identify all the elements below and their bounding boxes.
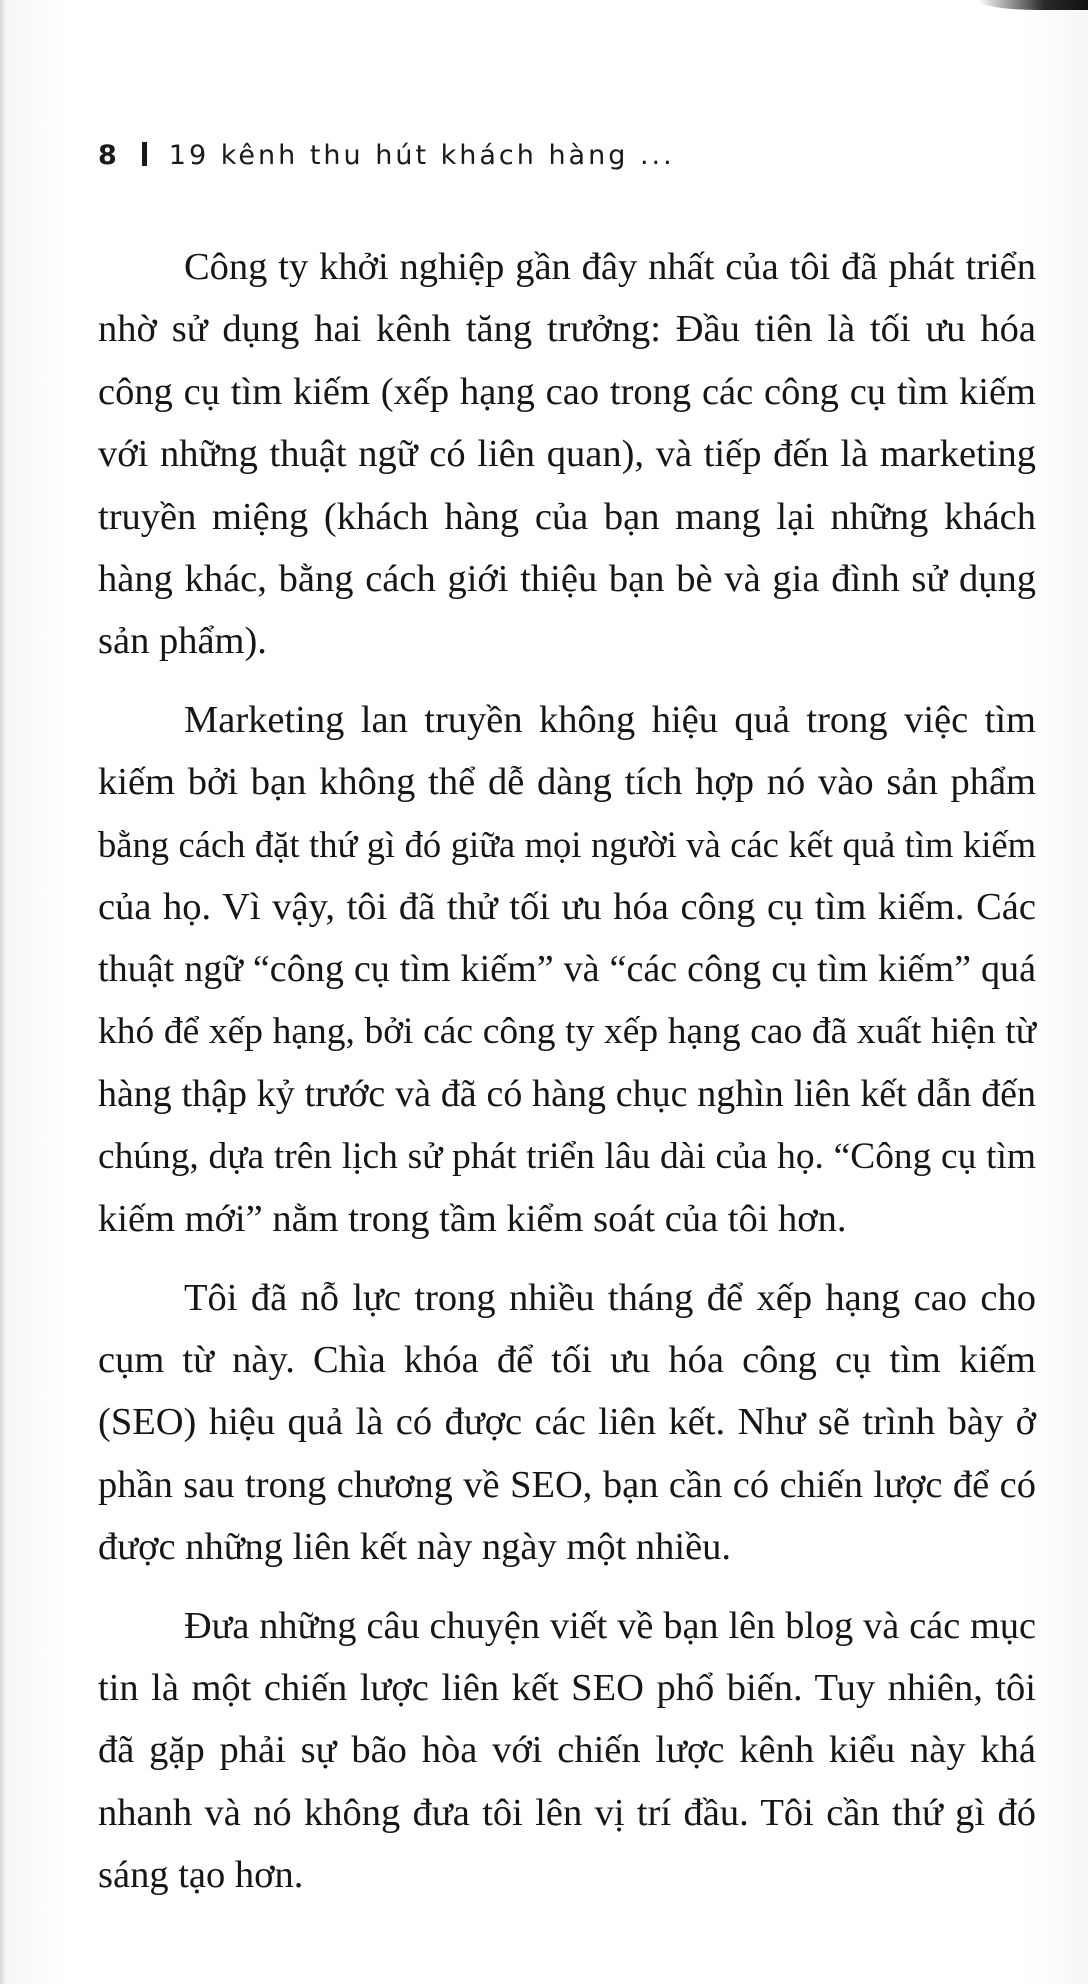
paragraph-2 <box>98 689 1036 1251</box>
text-line: của họ. Vì vậy, tôi đã thử tối ưu hóa công cụ tìm kiếm. Các <box>98 886 1036 929</box>
text-line: sáng tạo hơn. <box>98 1854 304 1897</box>
paragraph-4 <box>98 1595 1036 1907</box>
text-line: sản phẩm). <box>98 620 267 663</box>
text-line: kiếm mới” nằm trong tầm kiểm soát của tôi hơn. <box>98 1198 847 1241</box>
paragraph-1 <box>98 236 1036 673</box>
text-line: chúng, dựa trên lịch sử phát triển lâu dài của họ. “Công cụ tìm <box>98 1135 1036 1177</box>
text-line: tin là một chiến lược liên kết SEO phổ biến. Tuy nhiên, tôi <box>98 1666 1036 1709</box>
text-line: hàng thập kỷ trước và đã có hàng chục nghìn liên kết dẫn đến <box>98 1073 1036 1116</box>
text-line: hàng khác, bằng cách giới thiệu bạn bè và gia đình sử dụng <box>98 558 1036 601</box>
book-title: 19 kênh thu hút khách hàng ... <box>168 140 675 171</box>
text-line: truyền miệng (khách hàng của bạn mang lại những khách <box>98 495 1036 538</box>
text-line: (SEO) hiệu quả là có được các liên kết. Như sẽ trình bày ở <box>98 1401 1036 1444</box>
text-line: nhờ sử dụng hai kênh tăng trưởng: Đầu tiên là tối ưu hóa <box>98 308 1036 351</box>
text-line: thuật ngữ “công cụ tìm kiếm” và “các công cụ tìm kiếm” quá <box>98 948 1036 991</box>
text-line: Tôi đã nỗ lực trong nhiều tháng để xếp hạng cao cho <box>184 1276 1036 1319</box>
text-line: Đưa những câu chuyện viết về bạn lên blog và các mục <box>184 1604 1036 1647</box>
text-line: nhanh và nó không đưa tôi lên vị trí đầu. Tôi cần thứ gì đó <box>98 1791 1036 1834</box>
text-line: cụm từ này. Chìa khóa để tối ưu hóa công cụ tìm kiếm <box>98 1338 1036 1381</box>
page-left-edge-shadow <box>0 0 6 1984</box>
text-line: Công ty khởi nghiệp gần đây nhất của tôi đã phát triển <box>184 246 1036 288</box>
running-head <box>98 140 675 171</box>
text-line: Marketing lan truyền không hiệu quả trong việc tìm <box>184 698 1036 741</box>
text-line: khó để xếp hạng, bởi các công ty xếp hạng cao đã xuất hiện từ <box>98 1010 1036 1052</box>
header-separator <box>142 142 147 166</box>
body-text <box>98 236 1036 1923</box>
page-number: 8 <box>98 140 120 171</box>
text-line: bằng cách đặt thứ gì đó giữa mọi người và các kết quả tìm kiếm <box>98 823 1036 865</box>
paragraph-3 <box>98 1267 1036 1579</box>
page-corner-shadow <box>978 0 1088 10</box>
text-line: phần sau trong chương về SEO, bạn cần có chiến lược để có <box>98 1463 1036 1506</box>
text-line: đã gặp phải sự bão hòa với chiến lược kênh kiểu này khá <box>98 1729 1036 1772</box>
text-line: được những liên kết này ngày một nhiều. <box>98 1526 732 1569</box>
text-line: kiếm bởi bạn không thể dễ dàng tích hợp nó vào sản phẩm <box>98 761 1036 804</box>
text-line: công cụ tìm kiếm (xếp hạng cao trong các công cụ tìm kiếm <box>98 370 1036 413</box>
text-line: với những thuật ngữ có liên quan), và tiếp đến là marketing <box>98 433 1036 476</box>
